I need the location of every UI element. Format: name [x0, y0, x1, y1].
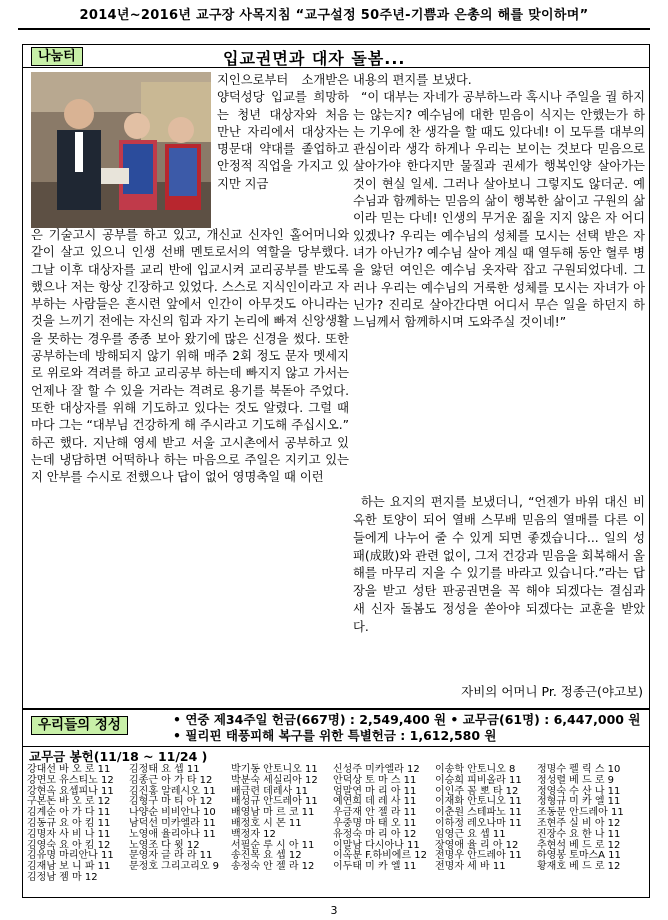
offering-line: • 필리핀 태풍피해 복구를 위한 특별헌금 : 1,612,580 원 — [173, 728, 497, 743]
donor-entry: 김명자 사 비 나 11 — [27, 828, 111, 840]
donor-entry: 유정숙 마 리 아 12 — [333, 828, 417, 840]
donor-entry: 이송학 안토니오 8 — [435, 764, 516, 775]
donor-entry: 우중명 마 태 오 11 — [333, 817, 417, 829]
donor-entry: 구본돈 바 오 로 12 — [27, 796, 111, 808]
article-box — [22, 67, 650, 709]
donor-entry: 정영숙 수 산 나 11 — [537, 785, 621, 797]
donor-entry: 이말남 다시아나 11 — [333, 839, 420, 851]
donor-entry: 이재화 안토니오 11 — [435, 796, 522, 808]
donor-entry: 예연희 데 레 사 11 — [333, 796, 417, 808]
donor-entry: 전명우 안드레아 11 — [435, 850, 522, 862]
letter-intro: 내용의 편지를 보냈다. — [353, 73, 472, 87]
offering-box — [22, 709, 650, 747]
donor-entry: 임영근 요 셉 11 — [435, 828, 506, 840]
donor-entry: 이하정 레오나마 11 — [435, 817, 522, 829]
donor-entry: 서필순 루 시 아 11 — [231, 839, 315, 851]
donor-entry: 조동문 안드레아 11 — [537, 807, 624, 819]
donor-entry: 김진홍 알레시오 11 — [129, 785, 216, 797]
donor-entry: 엄말연 마 리 아 11 — [333, 785, 417, 797]
donor-entry: 장영애 율 리 아 12 — [435, 839, 519, 851]
bongheon-box — [22, 746, 650, 898]
letter-quote: “이 대부는 자네가 공부하느라 혹시나 주일을 궐 하지는 않는지? 예수님에 대한 믿음이 식지는 안했는가 하는 기우에 찬 생각을 할 때도 있다네! 이 모두를 대부의 관심이라 생각 하게나 우리는 보이는 것보다 믿음으로 살아가야 한다지만 물질과 권세가 행복인양 살아가는 것이 현실 일세. 그러나 살아보니 그렇지도 않더군. 예수님과 함께하는 믿음의 삶이 행복한 삶이고 구원의 삶이라 믿는 다네! 인생의 무거운 짊을 지지 않은 자 어디 있겠나? 우리는 예수님의 성체를 모시는 선택 받은 자녀가 아닌가? 예수님 살아 계실 때 열두해 동안 혈루 병을 앓던 여인은 예수님 옷자락 잡고 구원되었다네. 그러나 우리는 예수님의 거룩한 성체를 모시는 자녀가 아닌가? 진리로 살아간다면 어디서 무슨 일을 하던지 하느님께서 함께하시며 도와주실 것이네!” — [353, 90, 645, 330]
donor-entry: 김동규 요 아 킴 11 — [27, 817, 111, 829]
donor-entry: 노영조 다 윗 12 — [129, 839, 200, 851]
donor-entry: 김정남 젬 마 12 — [27, 871, 98, 883]
donor-entry: 정성렬 베 드 로 9 — [537, 774, 615, 786]
donor-entry: 신성주 미카엘라 12 — [333, 764, 420, 775]
donor-entry: 노영애 율리아나 11 — [129, 828, 216, 840]
donor-entry: 정형규 미 카 엘 11 — [537, 796, 621, 808]
donor-entry: 조현주 실 비 아 12 — [537, 817, 621, 829]
donor-entry: 이옥분 F.하비에르 12 — [333, 850, 428, 862]
donor-entry: 김정태 요 셉 11 — [129, 764, 200, 775]
donor-entry: 이인주 꼼 뽀 타 12 — [435, 785, 519, 797]
donor-entry: 강대선 바 오 로 11 — [27, 764, 111, 775]
donor-entry: 이춘원 스테파노 11 — [435, 807, 522, 819]
donor-entry: 정명수 펠 릭 스 10 — [537, 764, 621, 775]
article-signature: 자비의 어머니 Pr. 정종근(야고보) — [461, 684, 643, 699]
donor-entry: 안덕상 토 마 스 11 — [333, 774, 417, 786]
donor-entry: 문정호 그리고리오 9 — [129, 861, 219, 873]
donor-entry: 문영자 글 라 라 11 — [129, 850, 213, 862]
offering-items — [173, 712, 640, 744]
donor-entry: 강면모 유스티노 12 — [27, 774, 114, 786]
donor-entry: 백정자 12 — [231, 828, 276, 840]
donor-entry: 황재호 베 드 로 12 — [537, 861, 621, 873]
page-number: 3 — [330, 904, 338, 917]
donor-entry: 배성규 안드레아 11 — [231, 796, 318, 808]
donor-entry: 김유명 마리안나 11 — [27, 850, 114, 862]
donor-entry: 하영봉 토마스A 11 — [537, 850, 621, 862]
section-title: 입교권면과 대자 돌봄... — [223, 49, 406, 68]
people-photo-illustration — [31, 72, 211, 228]
donor-entry: 전명자 세 바 11 — [435, 861, 506, 873]
donor-entry: 김계순 아 가 다 11 — [27, 807, 111, 819]
article-left-body: 은 기술고시 공부를 하고 있고, 개신교 신자인 홀어머니와 같이 살고 있으니 인생 선배 멘토로서의 역할을 당부했다. 그날 이후 대상자를 교리 반에 입교시켜 교리공부를 받도록 했으나 저는 항상 긴장하고 있었다. 스스로 지식인이라고 자부하는 사람들은 흔시련 앞에서 인간이 아무것도 아니라는 것을 느끼기 전에는 자신의 힘과 자기 논리에 빠져 신앙생활을 못하는 경우를 종종 보아 왔기에 많은 신경을 썼다. 또한 공부하는데 방해되지 않기 위해 매주 2회 정도 문자 멧세지로 위로와 격려를 하고 교리공부 하는데 빠지지 않고 가서는 언제나 잘 할 수 있을 거라는 격려로 용기를 북돋아 주었다. 또한 대상자를 위해 기도하고 있다는 것도 알렸다. 그럴 때마다 그는 “대부님 건강하게 해 주시라고 기도해 주십시오.” 하곤 했다. 지난해 영세 받고 서울 고시촌에서 공부하고 있는데 냉담하면 어떡하나 하는 마음으로 주일은 지키고 있는지 안부를 수시로 전했으나 답이 없어 영명축일 때 이런 — [31, 228, 349, 485]
article-left-top: 지인으로부터 소개받은 양덕성당 입교를 희망하는 청년 대상자와 처음 만난 자리에서 대상자는 명문대 약대를 졸업하고 안정적 직업을 가지고 있지만 지금 — [217, 73, 349, 191]
donor-entry: 이승희 피비올라 11 — [435, 774, 522, 786]
donor-entry: 강현옥 요셉피나 11 — [27, 785, 114, 797]
article-reply: 하는 요지의 편지를 보냈더니, “언젠가 바위 대신 비옥한 토양이 되어 열배 스무배 믿음의 열매를 다른 이들에게 나누어 줄 수 있게 되면 좋겠습니다... 일의 성패(成敗)와 관련 없이, 그저 건강과 믿음을 회복해서 올해를 마무리 지을 수 있기를 바라고 있습니다.”라는 답장을 받고 성탄 판공권면을 꼭 해야 되겠다는 결심과 새 신자 돌봄도 정성을 쏟아야 되겠다는 교훈을 받았다. — [353, 495, 645, 634]
donor-entry: 우금재 안 젤 라 11 — [333, 807, 417, 819]
donor-entry: 김종근 아 가 타 12 — [129, 774, 213, 786]
offering-tag: 우리들의 정성 — [31, 716, 128, 735]
donor-entry: 배금련 데레사 11 — [231, 785, 309, 797]
donor-entry: 송정숙 안 젤 라 12 — [231, 861, 315, 873]
donor-entry: 남덕선 미카엘라 11 — [129, 817, 216, 829]
offering-line: • 연중 제34주일 헌금(667명) : 2,549,400 원 • 교무금(61명) : 6,447,000 원 — [173, 712, 641, 727]
donor-entry: 김형구 마 티 아 12 — [129, 796, 213, 808]
donor-entry: 김재남 보 니 파 11 — [27, 861, 111, 873]
donor-entry: 추현석 베 드 로 12 — [537, 839, 621, 851]
donor-entry: 박분숙 세실리아 12 — [231, 774, 318, 786]
donor-column — [435, 765, 522, 873]
section-bar — [22, 44, 650, 68]
donor-entry: 이두태 미 카 엘 11 — [333, 861, 417, 873]
donor-entry: 김영숙 요 아 킴 12 — [27, 839, 111, 851]
donor-entry: 송진목 요 셉 12 — [231, 850, 302, 862]
donor-entry: 박기동 안토니오 11 — [231, 764, 318, 775]
donor-entry: 진장수 요 한 나 11 — [537, 828, 621, 840]
donor-entry: 배영남 마 르 코 11 — [231, 807, 315, 819]
section-tag: 나눔터 — [31, 47, 83, 66]
donor-entry: 나양순 비비안나 10 — [129, 807, 216, 819]
donor-column — [537, 765, 624, 873]
bongheon-title: 교무금 봉헌(11/18 ~ 11/24 ) — [29, 749, 208, 764]
donor-column — [129, 765, 219, 873]
donor-column — [27, 765, 114, 884]
page-header: 2014년~2016년 교구장 사목지침 “교구설정 50주년-기쁨과 은총의 해를 맞이하며” — [18, 6, 650, 30]
donor-column — [231, 765, 318, 873]
donor-entry: 배정호 시 몬 11 — [231, 817, 302, 829]
article-photo — [31, 72, 211, 228]
donor-column — [333, 765, 427, 873]
article-right-body — [353, 72, 645, 331]
